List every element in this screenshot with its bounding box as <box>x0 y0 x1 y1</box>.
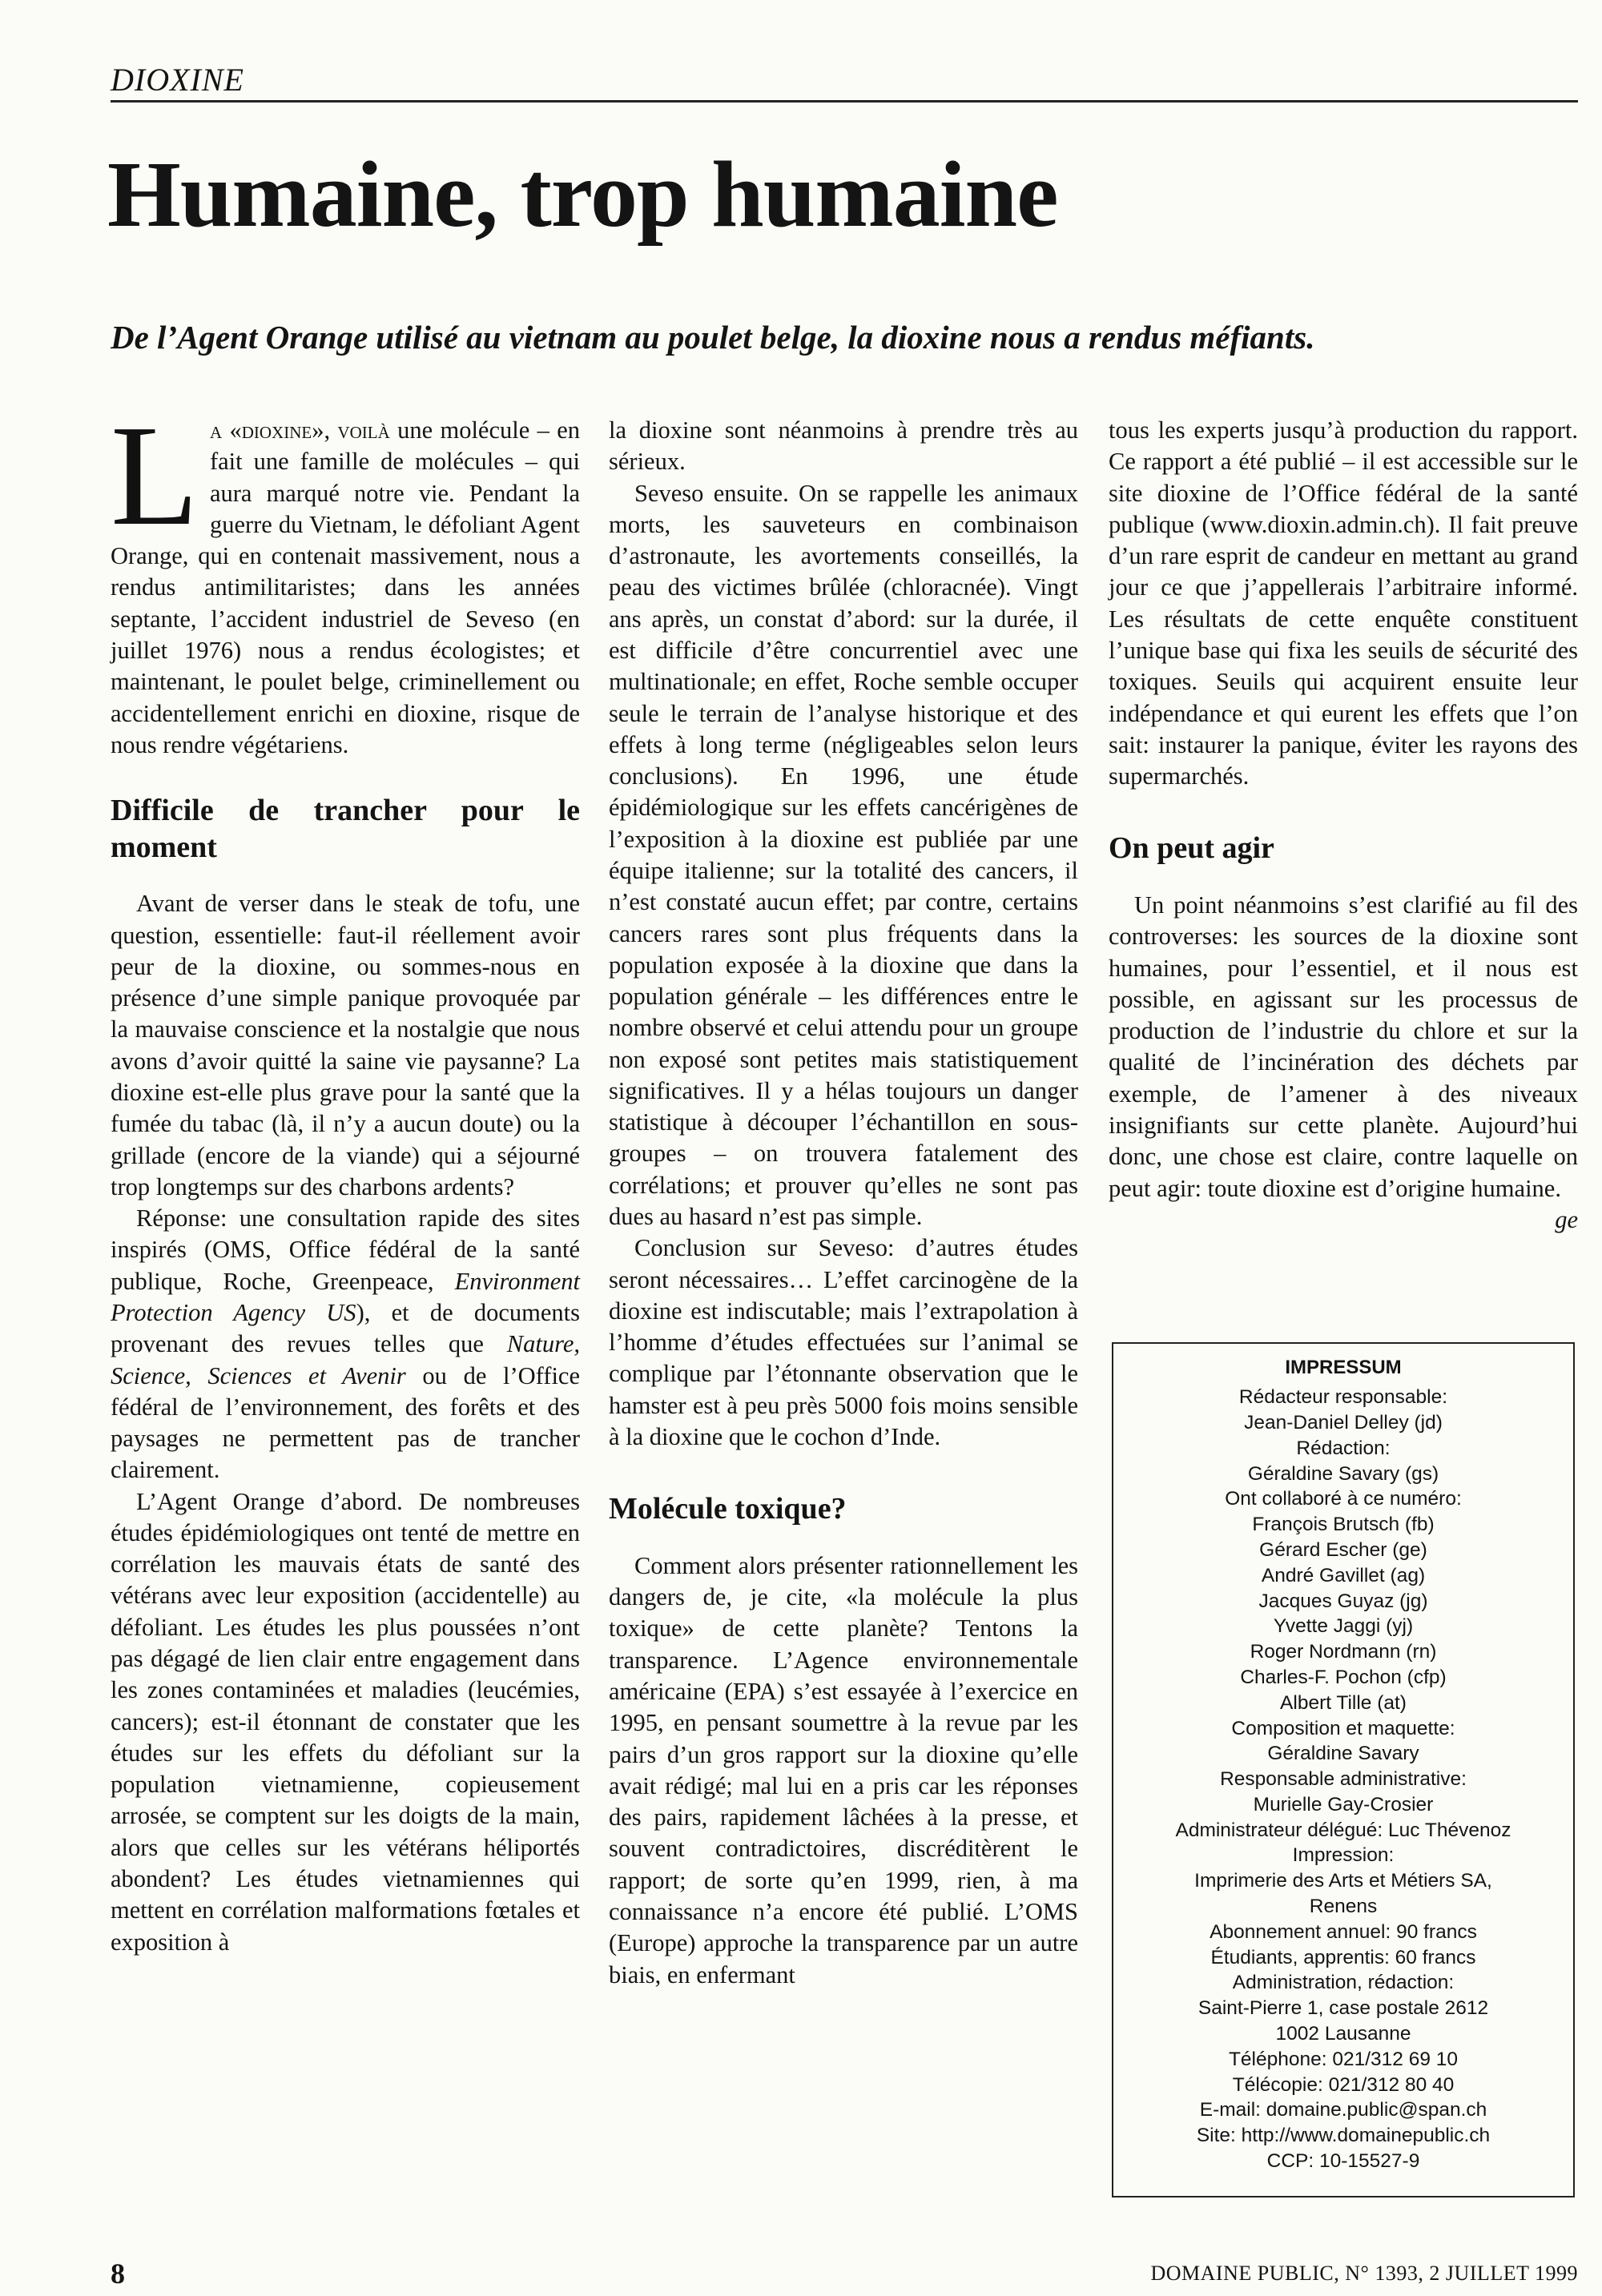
article-column-2 <box>609 415 1078 1991</box>
impressum-line: Jean-Daniel Delley (jd) <box>1244 1411 1443 1433</box>
impressum-line: Albert Tille (at) <box>1280 1691 1407 1714</box>
epa-italic: Environment Protection Agency US <box>111 1267 580 1326</box>
paragraph: tous les experts jusqu’à production du rapport. Ce rapport a été publié – il est accessible sur le site dioxine de l’Office fédéral de la santé publique (www.dioxin.admin.ch). Il fait preuve d’un rare esprit de candeur en mettant au grand jour ce que j’appellerais l’arbitraire informé. Les résultats de cette enquête constituent l’unique base qui fixa les seuils de sécurité des toxiques. Seuils qui acquirent ensuite leur indépendance et qui eurent les effets que l’on sait: instaurer la panique, éviter les rayons des supermarchés. <box>1109 416 1578 790</box>
impressum-line: Gérard Escher (ge) <box>1259 1538 1427 1561</box>
paragraph-intro <box>111 396 581 761</box>
journals-italic: Nature, Science, Sciences et Avenir <box>111 1330 580 1389</box>
paragraph: Un point néanmoins s’est clarifié au fil des controverses: les sources de la dioxine sont humaines, pour l’essentiel, et il nous est possible, en agissant sur les processus de production de l’industrie du chlore et sur la qualité de l’incinération des déchets par exemple, de l’amener à des niveaux insignifiants sur cette planète. Aujourd’hui donc, une chose est claire, contre laquelle on peut agir: toute dioxine est d’origine humaine. <box>1109 891 1578 1202</box>
paragraph: Comment alors présenter rationnellement les dangers de, je cite, «la molécule la plus toxique» de cette planète? Tentons la transparence. L’Agence environnementale américaine (EPA) s’est essayée à l’exercice en 1995, en pensant soumettre à la revue par les pairs d’un gros rapport sur la dioxine qu’elle avait rédigé; mal lui en a pris car les réponses des pairs, rapidement lâchées à la presse, et souvent contradictoires, discréditèrent le rapport; de sorte qu’en 1999, rien, à ma connaissance n’a encore été publié. L’OMS (Europe) approche la transparence par un autre biais, en enfermant <box>609 1551 1078 1988</box>
paragraph: Conclusion sur Seveso: d’autres études seront nécessaires… L’effet carcinogène de la dioxine est indiscutable; mais l’extrapolation à l’homme d’études effectuées sur l’animal se complique par l’étonnante observation que le hamster est à peu près 5000 fois moins sensible à la dioxine que le cochon d’Inde. <box>609 1234 1078 1450</box>
paragraph: Seveso ensuite. On se rappelle les animaux morts, les sauveteurs en combinaison d’astronaute, les avortements conseillés, la peau des victimes brûlée (chloracnée). Vingt ans après, un constat d’abord: sur la durée, il est difficile d’être concurrentiel avec une multinationale; en effet, Roche semble occuper seule le terrain de l’analyse historique et des effets à long terme (négligeables selon leurs conclusions). En 1996, une étude épidémiologique sur les effets cancérigènes de l’exposition à la dioxine est publiée par une équipe italienne; sur la totalité des cancers, il n’est constaté aucun effet; par contre, certains cancers rares sont plus fréquents dans la population exposée à la dioxine que dans la population générale – les différences entre le nombre observé et celui attendu pour un groupe non exposé sont petites mais statistiquement significatives. Il y a hélas toujours un danger statistique à découper l’échantillon en sous-groupes – on trouvera fatalement des corrélations; et prouver qu’elles ne sont pas dues au hasard n’est pas simple. <box>609 479 1078 1231</box>
header-rule <box>111 100 1578 103</box>
impressum-line: Renens <box>1309 1896 1378 1918</box>
publication-line: DOMAINE PUBLIC, N° 1393, 2 JUILLET 1999 <box>1150 2262 1578 2285</box>
page-number: 8 <box>111 2258 125 2290</box>
paragraph: la dioxine sont néanmoins à prendre très au sérieux. <box>609 416 1078 476</box>
subhead-molecule: Molécule toxique? <box>609 1492 847 1526</box>
article-column-1 <box>111 396 581 1958</box>
article-column-3 <box>1109 415 1578 1236</box>
impressum-box <box>1112 1342 1575 2197</box>
impressum-line: Télécopie: 021/312 80 40 <box>1232 2073 1455 2096</box>
impressum-line: Yvette Jaggi (yj) <box>1273 1615 1414 1638</box>
text-run: ), et de documents provenant des revues telles que <box>111 1298 580 1358</box>
subhead-difficile: Difficile de trancher pour le moment <box>111 794 580 864</box>
text-run: ou de l’Office fédéral de l’environnement, des forêts et des paysages ne permettent pas de trancher clairement. <box>111 1361 580 1484</box>
impressum-line: 1002 Lausanne <box>1275 2023 1411 2045</box>
subhead-agir: On peut agir <box>1109 831 1274 866</box>
impressum-line: Charles-F. Pochon (cfp) <box>1240 1666 1447 1688</box>
impressum-line: André Gavillet (ag) <box>1261 1564 1426 1586</box>
article-lead: De l’Agent Orange utilisé au vietnam au poulet belge, la dioxine nous a rendus méfiants. <box>111 319 1315 356</box>
impressum-line: Abonnement annuel: 90 francs <box>1210 1920 1477 1943</box>
article-title: Humaine, trop humaine <box>107 142 1058 247</box>
text-run: Réponse: une consultation rapide des sites inspirés (OMS, Office fédéral de la santé publique, Roche, Greenpeace, <box>111 1204 580 1295</box>
impressum-line: Rédacteur responsable: <box>1238 1386 1448 1409</box>
impressum-line: CCP: 10-15527-9 <box>1266 2150 1420 2173</box>
impressum-line: Saint-Pierre 1, case postale 2612 <box>1197 1997 1489 2020</box>
impressum-lines <box>1113 1385 1573 2174</box>
author-signature: ge <box>1555 1205 1578 1233</box>
intro-text: une molécule – en fait une famille de molécules – qui aura marqué notre vie. Pendant la guerre du Vietnam, le défoliant Agent Orange, qui en contenait massivement, nous a rendus antimilitaristes; dans les années septante, l’accident industriel de Seveso (en juillet 1976) nous a rendus écologistes; et maintenant, le poulet belge, criminellement ou accidentellement enrichi en dioxine, risque de nous rendre végétariens. <box>111 416 581 758</box>
impressum-line: Étudiants, apprentis: 60 francs <box>1210 1946 1476 1968</box>
impressum-line: Administrateur délégué: Luc Thévenoz <box>1175 1819 1511 1841</box>
paragraph-reponse <box>111 1203 580 1486</box>
paragraph: Avant de verser dans le steak de tofu, une question, essentielle: faut-il réellement avoir peur de la dioxine, ou sommes-nous en présence d’une simple panique provoquée par la mauvaise conscience et la nostalgie que nous avons d’avoir quitté la saine vie paysanne? La dioxine est-elle plus grave pour la santé que la fumée du tabac (là, il n’y a aucun doute) ou la grillade (encore de la viande) qui a séjourné trop longtemps sur des charbons ardents? <box>111 890 580 1200</box>
impressum-line: Téléphone: 021/312 69 10 <box>1228 2048 1459 2070</box>
section-rubric: DIOXINE <box>111 62 244 98</box>
impressum-line: Impression: <box>1292 1844 1395 1867</box>
impressum-line: Rédaction: <box>1296 1437 1391 1459</box>
impressum-line: E-mail: domaine.public@span.ch <box>1199 2099 1487 2121</box>
impressum-line: François Brutsch (fb) <box>1252 1514 1435 1536</box>
impressum-line: Imprimerie des Arts et Métiers SA, <box>1194 1870 1492 1892</box>
impressum-line: Murielle Gay-Crosier <box>1253 1793 1434 1815</box>
impressum-line: Roger Nordmann (rn) <box>1250 1641 1437 1663</box>
intro-smallcaps: a «dioxine», voilà <box>209 416 390 444</box>
impressum-line: Site: http://www.domainepublic.ch <box>1196 2125 1491 2147</box>
drop-cap: L <box>111 396 199 555</box>
paragraph: L’Agent Orange d’abord. De nombreuses études épidémiologiques ont tenté de mettre en corrélation les mauvais états de santé des vétérans avec leur exposition (accidentelle) au défoliant. Les études les plus poussées n’ont pas dégagé de lien clair entre engagement dans les zones contaminées et maladies (leucémies, cancers); est-il étonnant de constater que les études sur les effets du défoliant sur la population vietnamienne, copieusement arrosée, se comptent sur les doigts de la main, alors que celles sur les vétérans héliportés abondent? Les études vietnamiennes qui mettent en corrélation malformations fœtales et exposition à <box>111 1487 580 1956</box>
impressum-line: Administration, rédaction: <box>1232 1972 1455 1994</box>
impressum-title: IMPRESSUM <box>1285 1357 1402 1378</box>
impressum-line: Responsable administrative: <box>1220 1768 1467 1791</box>
impressum-line: Ont collaboré à ce numéro: <box>1225 1488 1462 1510</box>
impressum-line: Composition et maquette: <box>1231 1717 1455 1739</box>
impressum-line: Jacques Guyaz (jg) <box>1258 1590 1428 1612</box>
impressum-line: Géraldine Savary <box>1267 1743 1419 1765</box>
impressum-line: Géraldine Savary (gs) <box>1247 1462 1439 1485</box>
